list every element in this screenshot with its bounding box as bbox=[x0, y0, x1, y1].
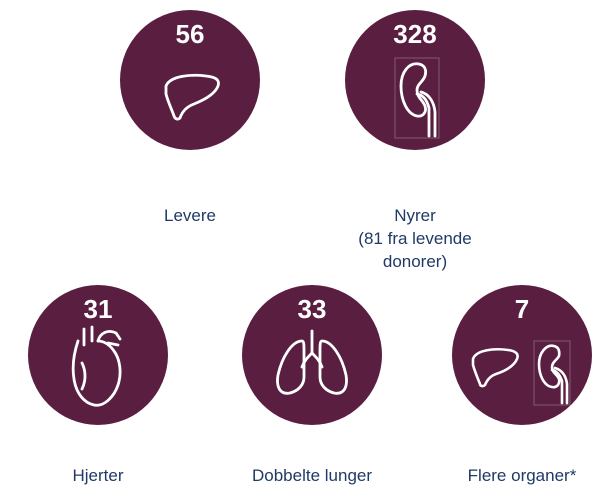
organ-circle bbox=[452, 285, 592, 425]
liver-icon bbox=[160, 70, 222, 122]
organ-count: 31 bbox=[83, 294, 113, 324]
organ-circle bbox=[120, 10, 260, 150]
organ-sublabel: (81 fra levende bbox=[358, 229, 472, 248]
kidney-icon bbox=[534, 341, 570, 405]
organ-circle bbox=[28, 285, 168, 425]
organ-label: Hjerter bbox=[72, 466, 124, 485]
organ-circle bbox=[345, 10, 485, 150]
organ-label: Levere bbox=[164, 206, 216, 225]
organ-sublabel: donorer) bbox=[382, 252, 448, 271]
organ-count: 33 bbox=[297, 294, 327, 324]
organ-count: 7 bbox=[514, 294, 530, 324]
organ-label: Flere organer* bbox=[467, 466, 577, 485]
lungs-icon bbox=[272, 327, 352, 403]
kidney-icon bbox=[395, 58, 439, 138]
liver-icon bbox=[468, 345, 520, 389]
heart-icon bbox=[64, 323, 130, 409]
organ-label: Nyrer bbox=[394, 206, 436, 225]
organ-label: Dobbelte lunger bbox=[251, 466, 373, 485]
organ-circle bbox=[242, 285, 382, 425]
organ-count: 56 bbox=[175, 19, 205, 49]
organ-count: 328 bbox=[393, 19, 437, 49]
